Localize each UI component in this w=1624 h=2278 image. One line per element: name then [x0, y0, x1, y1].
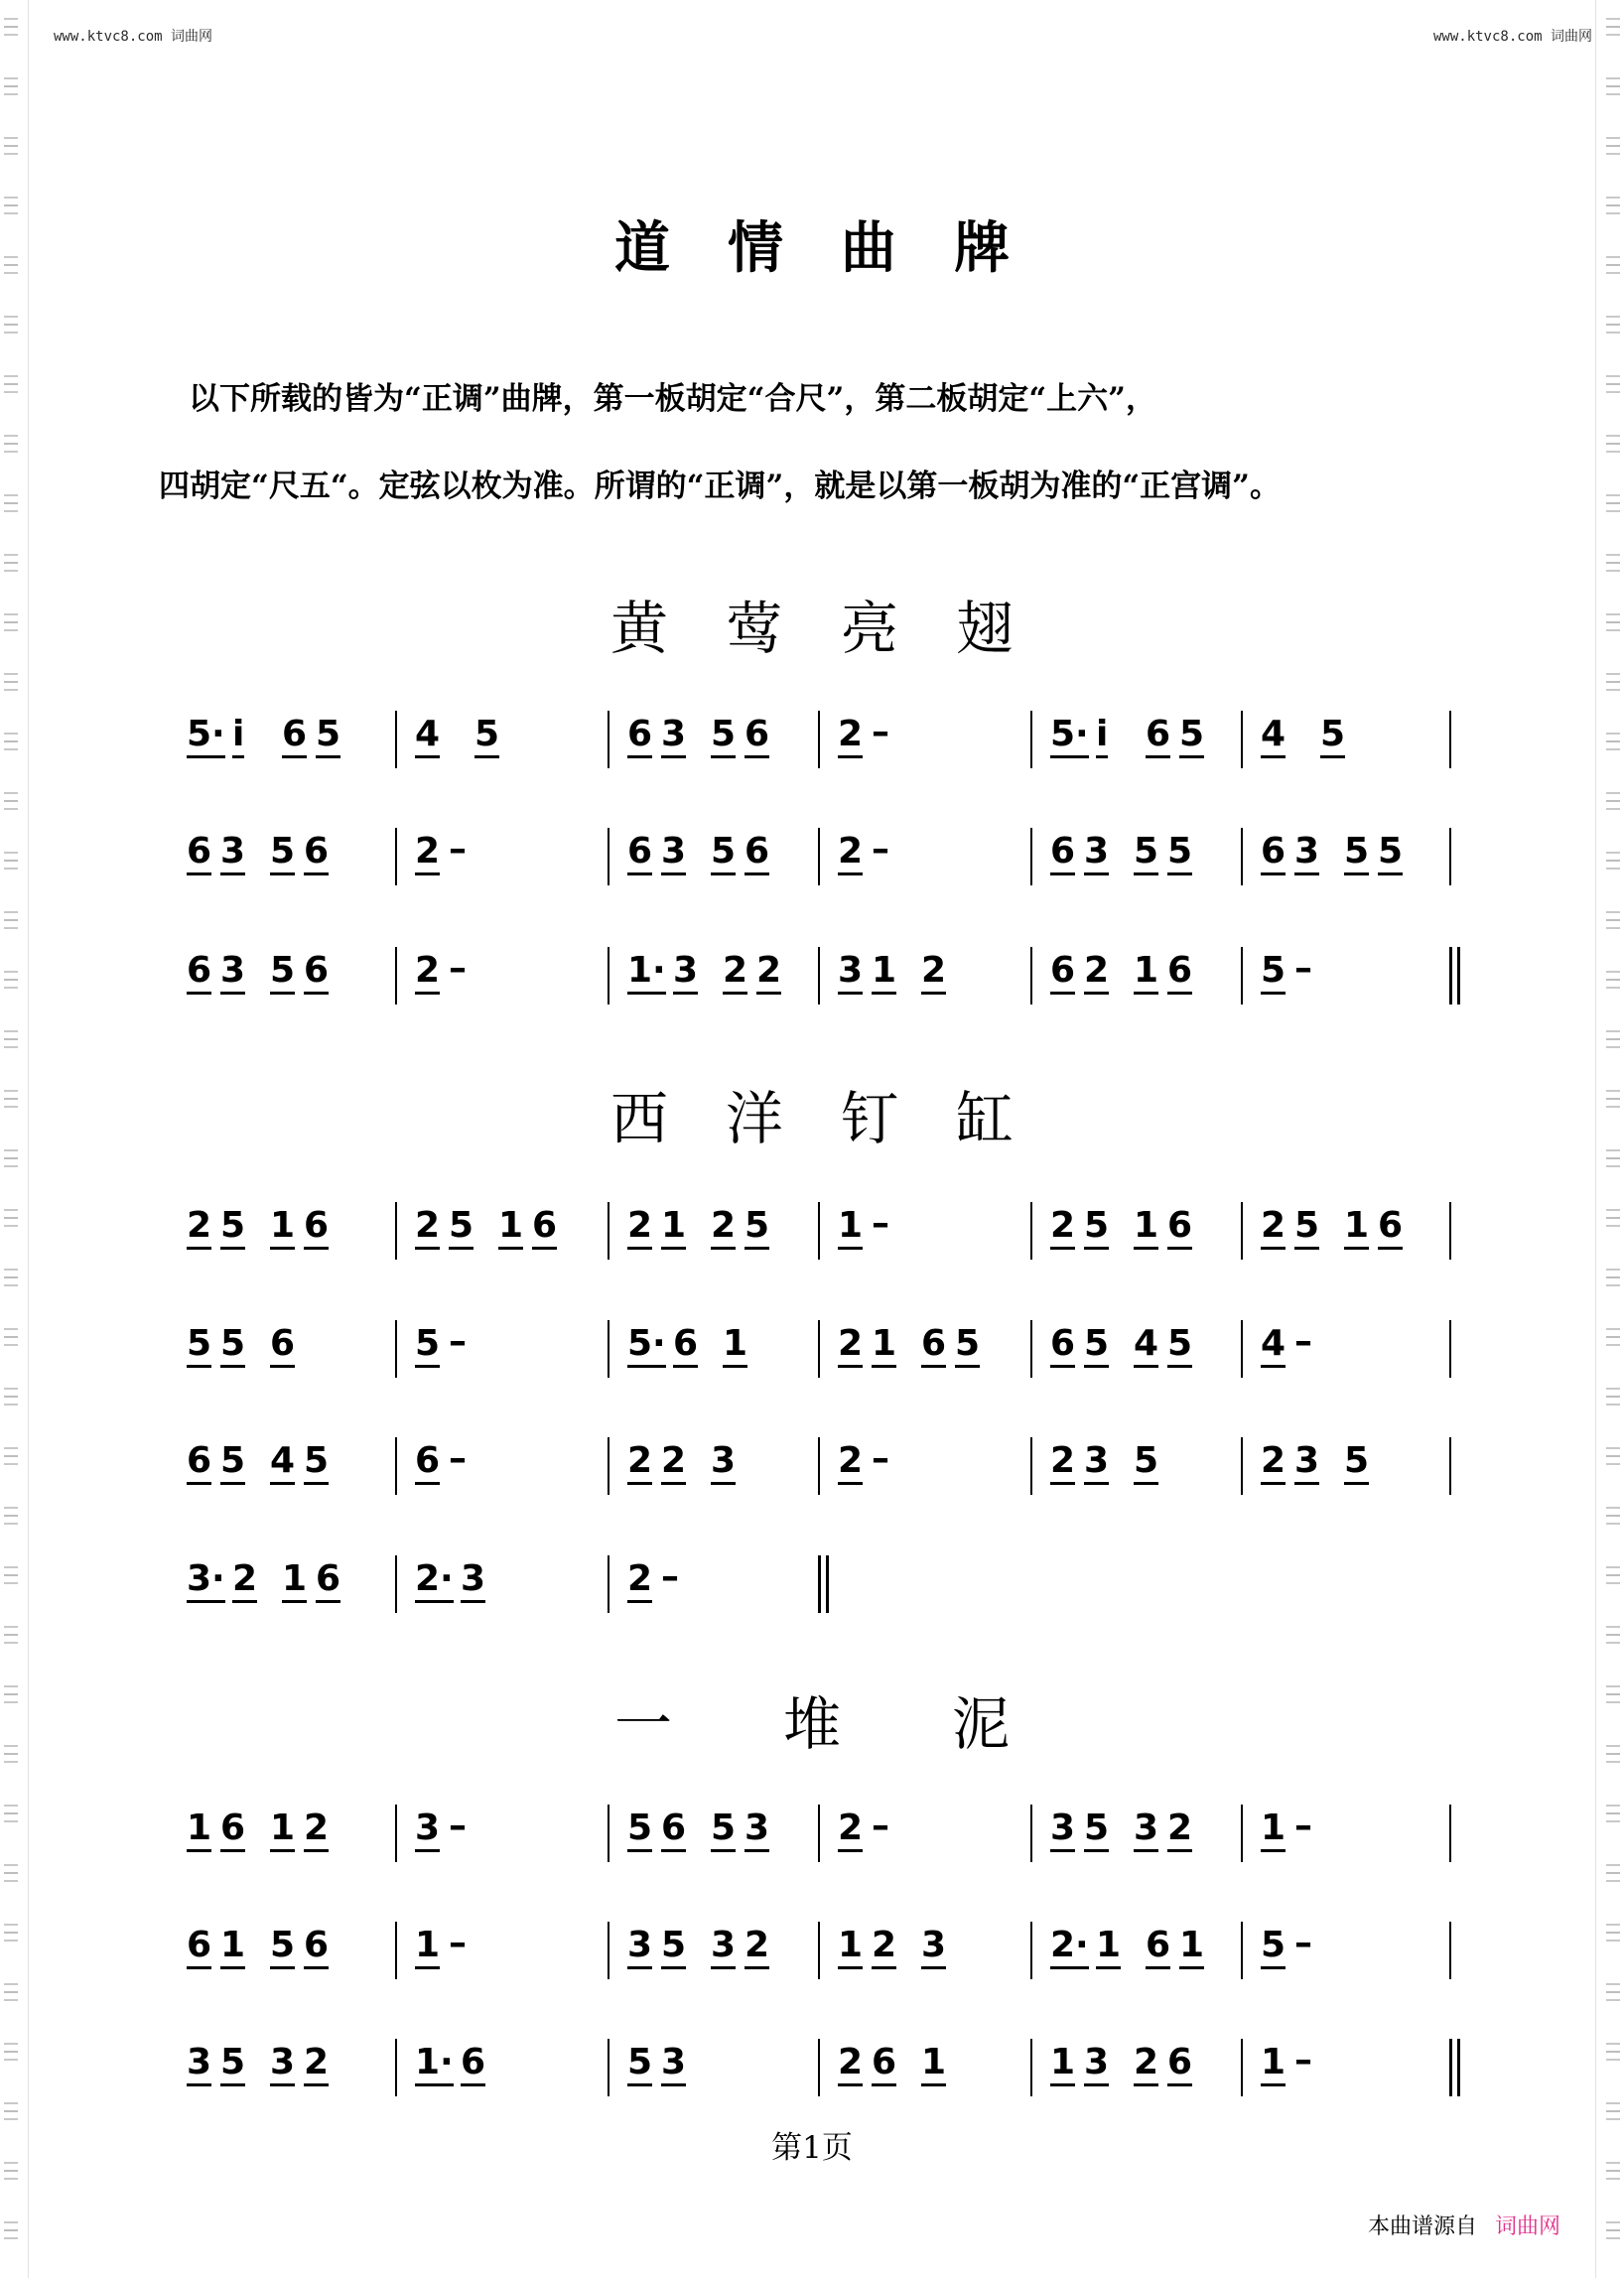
note: –: [1294, 1806, 1312, 1846]
score-row: [179, 1304, 1449, 1394]
barline: [1030, 1202, 1032, 1260]
final-barline: [1457, 2039, 1460, 2096]
score-row: [179, 1421, 1449, 1511]
barline: [608, 2039, 609, 2096]
note: 6: [872, 2043, 896, 2086]
barline: [1030, 1437, 1032, 1495]
score-row: [179, 1906, 1449, 1995]
note: 6: [744, 715, 769, 758]
tune-title-1: 黄莺亮翅: [609, 595, 1071, 662]
note: 5: [1378, 832, 1403, 875]
note: 2: [304, 2043, 329, 2086]
barline: [395, 1555, 397, 1613]
note: –: [1294, 1923, 1312, 1963]
note: 5: [1179, 715, 1204, 758]
note: –: [661, 1556, 679, 1597]
note: 6: [1378, 1206, 1403, 1250]
note: 2: [1084, 951, 1109, 995]
tune-title-3: 一堆泥: [613, 1690, 1121, 1758]
note: 2: [838, 1324, 863, 1368]
note: 1: [415, 1926, 440, 1969]
note: 2·: [1050, 1926, 1089, 1969]
note: 6: [304, 1926, 329, 1969]
barline: [1241, 1805, 1243, 1862]
note: 2: [187, 1206, 211, 1250]
barline: [818, 2039, 820, 2096]
page-number: 第1页: [771, 2130, 853, 2166]
barline: [818, 1202, 820, 1260]
note: 6: [415, 1441, 440, 1485]
barline: [818, 1922, 820, 1979]
note: 2: [627, 1441, 652, 1485]
note: 6: [661, 1809, 686, 1852]
note: 1: [838, 1206, 863, 1250]
note: 2: [1050, 1441, 1075, 1485]
note: 1: [1261, 2043, 1286, 2086]
note: 6: [270, 1324, 295, 1368]
note: 5: [1084, 1206, 1109, 1250]
barline: [395, 828, 397, 885]
final-barline: [1449, 947, 1452, 1005]
note: 2: [838, 715, 863, 758]
note: 6: [304, 951, 329, 995]
note: 2: [756, 951, 781, 995]
note: 3: [921, 1926, 946, 1969]
barline: [395, 2039, 397, 2096]
note: 6: [1050, 832, 1075, 875]
note: 6: [627, 715, 652, 758]
note: 5: [1261, 951, 1286, 995]
note: 2: [872, 1926, 896, 1969]
note: –: [449, 1438, 467, 1479]
note: 3: [270, 2043, 295, 2086]
note: 2: [838, 1809, 863, 1852]
note: 5·: [627, 1324, 666, 1368]
note: –: [449, 948, 467, 989]
note: –: [449, 1806, 467, 1846]
note: –: [449, 829, 467, 870]
note: 5: [1084, 1809, 1109, 1852]
note: 1: [1344, 1206, 1369, 1250]
note: 2: [723, 951, 747, 995]
note: –: [872, 829, 889, 870]
note: 4: [270, 1441, 295, 1485]
note: 1: [838, 1926, 863, 1969]
note: 3: [838, 951, 863, 995]
barline: [818, 828, 820, 885]
barline: [1030, 711, 1032, 768]
note: 2: [1134, 2043, 1158, 2086]
note: 1: [270, 1809, 295, 1852]
note: 5: [304, 1441, 329, 1485]
note: 3: [220, 832, 245, 875]
tune-title-2: 西洋钉缸: [609, 1085, 1071, 1152]
barline: [395, 1437, 397, 1495]
note: 6: [187, 951, 211, 995]
barline: [395, 947, 397, 1005]
score-row: [179, 1789, 1449, 1878]
note: 6: [1167, 1206, 1192, 1250]
note: 6: [461, 2043, 485, 2086]
note: 6: [282, 715, 307, 758]
barline: [1030, 1320, 1032, 1378]
barline: [1241, 711, 1243, 768]
barline: [608, 1437, 609, 1495]
barline: [818, 947, 820, 1005]
note: 4: [415, 715, 440, 758]
barline: [1030, 2039, 1032, 2096]
note: 5: [220, 1324, 245, 1368]
note: 1: [220, 1926, 245, 1969]
note: 1: [1179, 1926, 1204, 1969]
barline: [1241, 1922, 1243, 1979]
note: 2: [1167, 1809, 1192, 1852]
note: 5: [1320, 715, 1345, 758]
note: 1: [1096, 1926, 1121, 1969]
barline: [1241, 828, 1243, 885]
note: 6: [304, 832, 329, 875]
note: –: [872, 1203, 889, 1244]
note: 1: [187, 1809, 211, 1852]
note: 6: [744, 832, 769, 875]
note: 5·: [1050, 715, 1089, 758]
note: 6: [1167, 2043, 1192, 2086]
note: 4: [1261, 715, 1286, 758]
note: 5: [449, 1206, 474, 1250]
note: 1·: [415, 2043, 454, 2086]
barline: [608, 947, 609, 1005]
note: 5: [474, 715, 499, 758]
note: 3: [661, 715, 686, 758]
note: 2: [627, 1206, 652, 1250]
barline: [1241, 1320, 1243, 1378]
note: 5: [187, 1324, 211, 1368]
barline: [395, 1922, 397, 1979]
note: 2: [838, 2043, 863, 2086]
source-brand-link[interactable]: 词曲网: [1494, 2214, 1560, 2239]
note: 5: [744, 1206, 769, 1250]
note: 1: [723, 1324, 747, 1368]
note: 2: [627, 1559, 652, 1603]
note: 3: [1294, 832, 1319, 875]
note: 5: [711, 1809, 736, 1852]
note: 1: [661, 1206, 686, 1250]
note: 3: [187, 2043, 211, 2086]
barline: [818, 711, 820, 768]
source-credit: [1368, 2210, 1560, 2240]
note: 6: [220, 1809, 245, 1852]
barline: [608, 1202, 609, 1260]
note: 6: [1050, 1324, 1075, 1368]
note: 5: [1344, 1441, 1369, 1485]
note: 6: [187, 832, 211, 875]
note: 3: [673, 951, 698, 995]
note: 2·: [415, 1559, 454, 1603]
note: 1: [872, 1324, 896, 1368]
barline: [1449, 1437, 1451, 1495]
final-barline: [826, 1555, 829, 1613]
barline: [608, 1922, 609, 1979]
barline: [395, 1320, 397, 1378]
score-row: [179, 695, 1449, 784]
note: 5: [270, 1926, 295, 1969]
final-barline: [1449, 2039, 1452, 2096]
barline: [1241, 1437, 1243, 1495]
note: 5: [661, 1926, 686, 1969]
note: 6: [187, 1441, 211, 1485]
note: 2: [1050, 1206, 1075, 1250]
note: –: [449, 1923, 467, 1963]
note: 3: [1134, 1809, 1158, 1852]
header-right-url[interactable]: www.ktvc8.com 词曲网: [1432, 29, 1592, 45]
final-barline: [1457, 947, 1460, 1005]
note: 1: [921, 2043, 946, 2086]
note: 3: [1084, 832, 1109, 875]
note: 5: [955, 1324, 980, 1368]
page-title: 道情曲牌: [614, 215, 1067, 281]
note: 3: [661, 2043, 686, 2086]
note: 1: [282, 1559, 307, 1603]
note: 5: [1134, 832, 1158, 875]
score-row: [179, 1540, 1449, 1629]
note: 3: [1050, 1809, 1075, 1852]
note: 6: [316, 1559, 340, 1603]
note: 2: [661, 1441, 686, 1485]
barline: [818, 1437, 820, 1495]
note: 5: [220, 1441, 245, 1485]
barline: [1449, 1320, 1451, 1378]
note: 2: [415, 1206, 440, 1250]
note: 5: [1344, 832, 1369, 875]
note: 6: [1261, 832, 1286, 875]
barline: [608, 1555, 609, 1613]
note: 3: [1084, 2043, 1109, 2086]
note: i: [1096, 715, 1108, 758]
note: 6: [1050, 951, 1075, 995]
header-left-url[interactable]: www.ktvc8.com 词曲网: [54, 29, 213, 45]
barline: [1449, 1922, 1451, 1979]
note: 5: [316, 715, 340, 758]
barline: [1449, 1805, 1451, 1862]
note: 6: [304, 1206, 329, 1250]
barline: [608, 1805, 609, 1862]
note: 5: [415, 1324, 440, 1368]
note: 6: [921, 1324, 946, 1368]
note: 1: [1134, 951, 1158, 995]
note: 5: [220, 2043, 245, 2086]
note: 2: [304, 1809, 329, 1852]
note: –: [449, 1321, 467, 1362]
note: 2: [838, 1441, 863, 1485]
note: 2: [711, 1206, 736, 1250]
note: 6: [627, 832, 652, 875]
note: –: [1294, 2040, 1312, 2080]
note: 2: [415, 951, 440, 995]
intro-line-1: 以下所载的皆为“正调”曲牌，第一板胡定“合尺”，第二板胡定“上六”，: [189, 381, 1156, 417]
score-row: [179, 931, 1449, 1020]
note: –: [872, 712, 889, 752]
note: 3·: [187, 1559, 225, 1603]
note: 3: [661, 832, 686, 875]
barline: [818, 1320, 820, 1378]
barline: [395, 1202, 397, 1260]
note: 3: [1294, 1441, 1319, 1485]
barline: [1449, 828, 1451, 885]
note: i: [232, 715, 244, 758]
note: 6: [1167, 951, 1192, 995]
barline: [395, 711, 397, 768]
note: 3: [711, 1441, 736, 1485]
barline: [1449, 711, 1451, 768]
note: 4: [1261, 1324, 1286, 1368]
note: 5: [711, 715, 736, 758]
barline: [818, 1805, 820, 1862]
note: 3: [415, 1809, 440, 1852]
barline: [1241, 947, 1243, 1005]
note: 3: [1084, 1441, 1109, 1485]
barline: [608, 711, 609, 768]
note: 5: [627, 2043, 652, 2086]
note: 2: [838, 832, 863, 875]
note: 3: [744, 1809, 769, 1852]
note: 5·: [187, 715, 225, 758]
note: –: [872, 1438, 889, 1479]
barline: [395, 1805, 397, 1862]
note: 4: [1134, 1324, 1158, 1368]
note: 5: [1167, 832, 1192, 875]
note: 5: [1294, 1206, 1319, 1250]
note: –: [1294, 948, 1312, 989]
barline: [608, 1320, 609, 1378]
note: 1: [872, 951, 896, 995]
barline: [1030, 1922, 1032, 1979]
score-row: [179, 1186, 1449, 1275]
note: 5: [627, 1809, 652, 1852]
note: 3: [220, 951, 245, 995]
note: 5: [1134, 1441, 1158, 1485]
note: 6: [673, 1324, 698, 1368]
note: 5: [1167, 1324, 1192, 1368]
note: 1: [1261, 1809, 1286, 1852]
note: 5: [1261, 1926, 1286, 1969]
note: 3: [627, 1926, 652, 1969]
note: 6: [532, 1206, 557, 1250]
intro-line-2: 四胡定“尺五“。定弦以枚为准。所谓的“正调”，就是以第一板胡为准的“正宫调”。: [159, 469, 1281, 504]
note: 2: [1261, 1441, 1286, 1485]
barline: [1030, 947, 1032, 1005]
note: 1: [1134, 1206, 1158, 1250]
barline: [1241, 2039, 1243, 2096]
note: –: [872, 1806, 889, 1846]
note: 5: [270, 951, 295, 995]
score-row: [179, 812, 1449, 901]
final-barline: [818, 1555, 821, 1613]
note: –: [1294, 1321, 1312, 1362]
note: 3: [461, 1559, 485, 1603]
note: 1: [270, 1206, 295, 1250]
note: 5: [270, 832, 295, 875]
note: 6: [1146, 715, 1170, 758]
barline: [1449, 1202, 1451, 1260]
note: 5: [220, 1206, 245, 1250]
note: 5: [1084, 1324, 1109, 1368]
note: 1·: [627, 951, 666, 995]
note: 5: [711, 832, 736, 875]
source-prefix: 本曲谱源自: [1367, 2214, 1477, 2239]
note: 1: [1050, 2043, 1075, 2086]
barline: [1030, 1805, 1032, 1862]
note: 1: [498, 1206, 523, 1250]
note: 3: [711, 1926, 736, 1969]
barline: [1241, 1202, 1243, 1260]
note: 2: [744, 1926, 769, 1969]
note: 6: [1146, 1926, 1170, 1969]
note: 2: [1261, 1206, 1286, 1250]
note: 2: [415, 832, 440, 875]
note: 2: [232, 1559, 257, 1603]
barline: [1030, 828, 1032, 885]
note: 6: [187, 1926, 211, 1969]
barline: [608, 828, 609, 885]
note: 2: [921, 951, 946, 995]
score-row: [179, 2023, 1449, 2112]
